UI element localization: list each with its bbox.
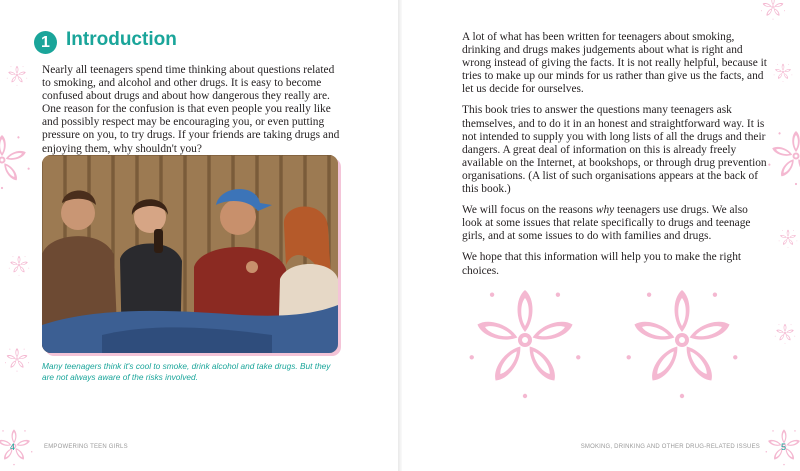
flower-ornament-icon: [760, 0, 786, 20]
flower-ornament-icon: [8, 254, 30, 276]
flower-ornament-icon: [766, 126, 800, 186]
running-footer: SMOKING, DRINKING AND OTHER DRUG-RELATED ISSUES: [580, 444, 760, 450]
teenagers-photo: [42, 155, 338, 353]
paragraph: A lot of what has been written for teenagers about smoking, drinking and drugs makes judgements about what is right and wrong instead of giving the facts. It is not really helpful, because it tries to make up our minds for us rather than give us the facts, and let us decide for ourselves.: [462, 31, 767, 96]
focus-text-end: teenagers use drugs. We also look at some issues that relate specifically to drugs and teenage girls, and at some issues to do with families and drugs.: [462, 204, 751, 243]
focus-text-start: We will focus on the reasons: [462, 204, 596, 217]
running-footer: EMPOWERING TEEN GIRLS: [44, 444, 128, 450]
large-flower-ornament-icon: [465, 280, 585, 400]
intro-paragraph: Nearly all teenagers spend time thinking about questions related to smoking, and alcohol and other drugs. It is easy to become confused about drugs and about how dangerous they really are. One reason for the confusion is that even people you really like and possibly respect may be encouraging you, or even putting pressure on you, to try drugs. If your friends are taking drugs and enjoying them, why shouldn't you?: [42, 64, 340, 155]
flower-ornament-icon: [774, 322, 796, 344]
flower-ornament-icon: [0, 130, 32, 190]
photo-caption: Many teenagers think it's cool to smoke, drink alcohol and take drugs. But they are not always aware of the risks involved.: [42, 361, 331, 382]
large-flower-ornament-icon: [622, 280, 742, 400]
flower-ornament-icon: [4, 346, 30, 372]
left-page: [0, 0, 398, 471]
chapter-title: Introduction: [66, 29, 177, 50]
paragraph: This book tries to answer the questions many teenagers ask themselves, and to do it in an honest and straightforward way. It is not intended to supply you with long lists of all the drugs and their dangers. A great deal of information on this is already freely available on the Internet, at bookshops, or through drug prevention organisations. (A list of such organisations appears at the back of this book.): [462, 104, 767, 196]
flower-ornament-icon: [6, 64, 28, 86]
flower-ornament-icon: [0, 426, 34, 466]
flower-ornament-icon: [773, 62, 793, 82]
page-number: 5: [781, 442, 787, 452]
focus-paragraph: [462, 204, 767, 243]
closing-paragraph: We hope that this information will help you to make the right choices.: [462, 251, 742, 277]
page-number: 4: [10, 442, 16, 452]
focus-emphasis: why: [595, 204, 615, 217]
chapter-number-badge: 1: [34, 31, 57, 54]
right-page-text: [462, 31, 767, 286]
flower-ornament-icon: [778, 228, 798, 248]
